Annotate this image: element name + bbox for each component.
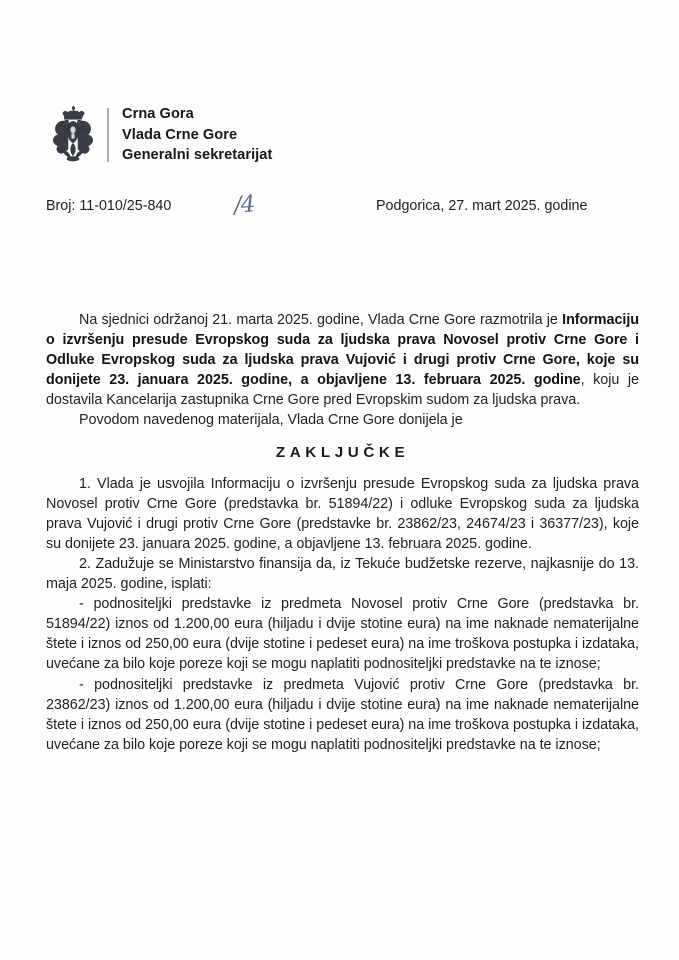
- conclusion-bullet-1: - podnositeljki predstavke iz predmeta Novosel protiv Crne Gore (predstavka br. 51894/22) iznos od 1.200,00 eura (hiljadu i dvije stotine eura) na ime naknade nematerijalne štete i iznos od 250,00 eura (dvije stotine i pedeset eura) na ime troškova postupka i izdataka, uvećane za bilo koje poreze koji se mogu naplatiti podnositeljki predstavke na te iznose;: [46, 596, 639, 673]
- montenegro-coat-of-arms-icon: [46, 104, 100, 166]
- reference-number: Broj: 11-010/25-840: [46, 198, 172, 214]
- conclusion-item-2: 2. Zadužuje se Ministarstvo finansija da, iz Tekuće budžetske rezerve, najkasnije do 13. maja 2025. godine, isplati:: [46, 555, 639, 593]
- letterhead-divider: [107, 108, 109, 162]
- letterhead-department: Generalni sekretarijat: [122, 147, 273, 164]
- place-and-date: Podgorica, 27. mart 2025. godine: [376, 198, 588, 214]
- intro-closing-line: Povodom navedenog materijala, Vlada Crne Gore donijela je: [79, 412, 463, 429]
- handwritten-reference-suffix: /4: [233, 191, 256, 219]
- document-body: [46, 310, 639, 755]
- intro-segment-3: , koju je dostavila Kancelarija zastupnika Crne Gore pred Evropskim sudom za ljudska prava.: [46, 372, 639, 409]
- letterhead: [46, 104, 272, 166]
- conclusion-bullet-2: - podnositeljki predstavke iz predmeta Vujović protiv Crne Gore (predstavka br. 23862/23) iznos od 1.200,00 eura (hiljadu i dvije stotine eura) na ime naknade nematerijalne štete i iznos od 250,00 eura (dvije stotine i pedeset eura) na ime troškova postupka i izdataka, uvećane za bilo koje poreze koji se mogu naplatiti podnositeljki predstavke na te iznose;: [46, 676, 639, 753]
- intro-segment-1: Na sjednici održanoj 21. marta 2025. godine, Vlada Crne Gore razmotrila je: [79, 312, 563, 328]
- page-content-area: [46, 0, 639, 960]
- conclusion-item-1: 1. Vlada je usvojila Informaciju o izvršenju presude Evropskog suda za ljudska prava Novosel protiv Crne Gore (predstavka br. 51894/22) i odluke Evropskog suda za ljudska prava Vujović i drugi protiv Crne Gore (predstavke br. 23862/23, 24674/23 i 36377/23), koje su donijete 23. januara 2025. godine, a objavljene 13. februara 2025. godine.: [46, 475, 639, 552]
- letterhead-government: Vlada Crne Gore: [122, 126, 238, 143]
- page-title: ZAKLJUČKE: [275, 443, 410, 461]
- intro-paragraph: [46, 310, 639, 410]
- letterhead-country: Crna Gora: [122, 106, 194, 123]
- reference-row: [46, 191, 639, 219]
- letterhead-text: [122, 104, 272, 166]
- intro-segment-bold: Informaciju o izvršenju presude Evropskog suda za ljudska prava Novosel protiv Crne Gore i Odluke Evropskog suda za ljudska prava Vujović i drugi protiv Crne Gore, koje su donijete 23. januara 2025. godine, a objavljene 13. februara 2025. godine: [46, 312, 639, 389]
